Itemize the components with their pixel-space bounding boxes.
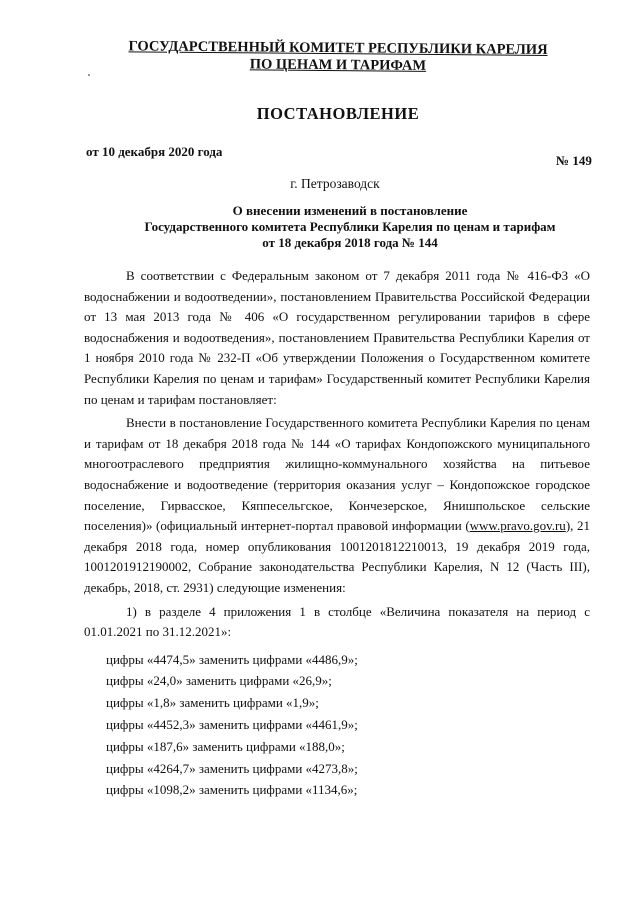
pravo-portal-link[interactable]: www.pravo.gov.ru (469, 518, 566, 534)
document-number: № 149 (556, 153, 592, 168)
list-item: цифры «4452,3» заменить цифрами «4461,9»; (106, 717, 358, 733)
document-type-title: ПОСТАНОВЛЕНИЕ (256, 104, 420, 123)
amendment-paragraph (84, 413, 590, 598)
list-item: цифры «4474,5» заменить цифрами «4486,9»; (106, 651, 358, 667)
document-date: от 10 декабря 2020 года (86, 144, 223, 159)
issuer-header-line-1: ГОСУДАРСТВЕННЫЙ КОМИТЕТ РЕСПУБЛИКИ КАРЕЛИЯ (128, 38, 548, 58)
list-item: цифры «1,8» заменить цифрами «1,9»; (106, 695, 319, 711)
subject-line-3: от 18 декабря 2018 года № 144 (262, 235, 438, 250)
issuer-header (0, 37, 640, 77)
list-item: цифры «4264,7» заменить цифрами «4273,8»; (106, 760, 358, 776)
subject-line-2: Государственного комитета Республики Карелия по ценам и тарифам (144, 219, 556, 234)
list-item: цифры «1098,2» заменить цифрами «1134,6»; (106, 782, 358, 798)
list-item: цифры «187,6» заменить цифрами «188,0»; (106, 738, 345, 754)
preamble-paragraph: В соответствии с Федеральным законом от 7 декабря 2011 года № 416-ФЗ «О водоснабжении и водоотведении», постановлением Правительства Российской Федерации от 13 мая 2013 года № 406 «О государственном регулировании тарифов в сфере водоснабжения и водоотведения», постановлением Правительства Республики Карелия от 1 ноября 2010 года № 232-П «Об утверждении Положения о Государственном комитете Республики Карелия по ценам и тарифам» Государственный комитет Республики Карелия по ценам и тарифам постановляет: (84, 268, 590, 407)
amendment-text-start: Внести в постановление Государственного комитета Республики Карелия по ценам и тарифам от 18 декабря 2018 года № 144 «О тарифах Кондопожского муниципального многоотраслевого предприятия жилищно-коммунального хозяйства на питьевое водоснабжение и водоотведение (территория оказания услуг – Кондопожское городское поселение, Гирвасское, Кяппесельгское, Кончезерское, Янишпольское сельские поселения)» (официальный интернет-портал правовой информации ( (84, 415, 590, 534)
document-city: г. Петрозаводск (290, 176, 380, 191)
scan-speck (88, 74, 90, 76)
changes-list (84, 649, 590, 802)
list-item: цифры «24,0» заменить цифрами «26,9»; (106, 673, 332, 689)
document-subject (0, 203, 640, 251)
amendment-text-end: ), 21 декабря 2018 года, номер опубликования 1001201812210013, 19 декабря 2019 года, 1001201912190002, Собрание законодательства Республики Карелия, N 12 (Часть III), декабрь, 2018, ст. 2931) следующие изменения: (84, 518, 590, 595)
subject-line-1: О внесении изменений в постановление (232, 203, 468, 218)
document-body (84, 266, 590, 801)
issuer-header-line-2: ПО ЦЕНАМ И ТАРИФАМ (249, 56, 427, 74)
clause-1-paragraph: 1) в разделе 4 приложения 1 в столбце «Величина показателя на период с 01.01.2021 по 31.12.2021»: (84, 603, 590, 640)
